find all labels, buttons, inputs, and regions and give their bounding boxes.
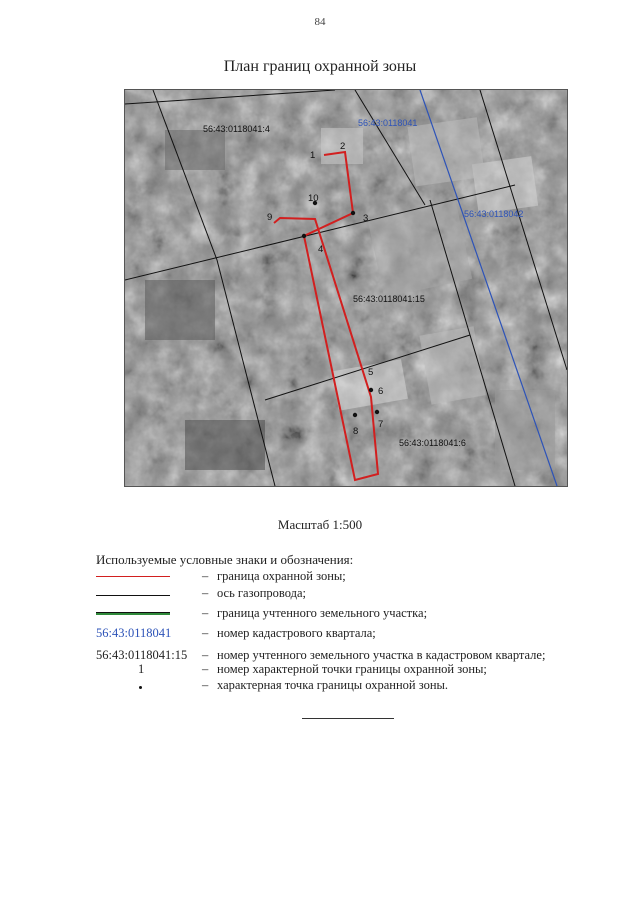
legend-symbol bbox=[96, 662, 192, 678]
map-svg bbox=[125, 90, 567, 486]
point-dot-symbol bbox=[139, 686, 142, 689]
legend-desc: номер характерной точки границы охранной зоны; bbox=[217, 662, 487, 676]
legend-symbol bbox=[96, 586, 192, 602]
legend-desc: граница охранной зоны; bbox=[217, 569, 346, 583]
parcel-label: 56:43:0118041:15 bbox=[353, 294, 425, 304]
point-label: 2 bbox=[340, 141, 346, 152]
legend-dash: – bbox=[202, 648, 209, 662]
point-label: 8 bbox=[353, 426, 359, 437]
legend-row bbox=[96, 569, 596, 585]
legend-dash: – bbox=[202, 606, 209, 620]
parcel-boundary-line-symbol bbox=[96, 612, 170, 615]
legend-symbol bbox=[96, 678, 192, 694]
page-title: План границ охранной зоны bbox=[223, 58, 417, 75]
zone-boundary-line-symbol bbox=[96, 576, 170, 577]
point-label: 7 bbox=[378, 419, 384, 430]
legend-symbol bbox=[96, 606, 192, 622]
point-label: 5 bbox=[368, 367, 374, 378]
legend-row bbox=[96, 586, 596, 602]
page-number: 84 bbox=[314, 16, 326, 28]
legend-desc: ось газопровода; bbox=[217, 586, 307, 600]
legend-dash: – bbox=[202, 662, 209, 676]
point-label: 4 bbox=[318, 244, 324, 255]
legend-desc: характерная точка границы охранной зоны. bbox=[217, 678, 449, 692]
quarter-label: 56:43:0118041 bbox=[358, 118, 418, 128]
point-number-symbol: 1 bbox=[138, 662, 145, 676]
point-label: 10 bbox=[308, 193, 319, 204]
pipeline-axis-line-symbol bbox=[96, 595, 170, 596]
legend-dash: – bbox=[202, 626, 209, 640]
quarter-label: 56:43:0118042 bbox=[464, 209, 524, 219]
legend-dash: – bbox=[202, 678, 209, 692]
parcel-label: 56:43:0118041:4 bbox=[203, 124, 270, 134]
legend-desc: номер учтенного земельного участка в кадастровом квартале; bbox=[217, 648, 546, 662]
legend-row bbox=[96, 626, 596, 642]
legend-dash: – bbox=[202, 586, 209, 600]
legend-title: Используемые условные знаки и обозначения: bbox=[96, 552, 354, 567]
point-label: 3 bbox=[363, 213, 369, 224]
point-label: 6 bbox=[378, 386, 384, 397]
legend-symbol: 56:43:0118041:15 bbox=[96, 648, 188, 662]
point-label: 1 bbox=[310, 150, 316, 161]
closing-rule bbox=[302, 718, 394, 719]
legend-row bbox=[96, 606, 596, 622]
scale-caption: Масштаб 1:500 bbox=[277, 517, 363, 532]
legend-row bbox=[96, 678, 596, 694]
legend-symbol: 56:43:0118041 bbox=[96, 626, 172, 640]
legend-row bbox=[96, 662, 596, 678]
protection-zone-map bbox=[124, 89, 568, 487]
legend-symbol bbox=[96, 569, 192, 585]
legend-desc: граница учтенного земельного участка; bbox=[217, 606, 428, 620]
legend-dash: – bbox=[202, 569, 209, 583]
point-label: 9 bbox=[267, 212, 273, 223]
legend-desc: номер кадастрового квартала; bbox=[217, 626, 376, 640]
parcel-label: 56:43:0118041:6 bbox=[399, 438, 466, 448]
